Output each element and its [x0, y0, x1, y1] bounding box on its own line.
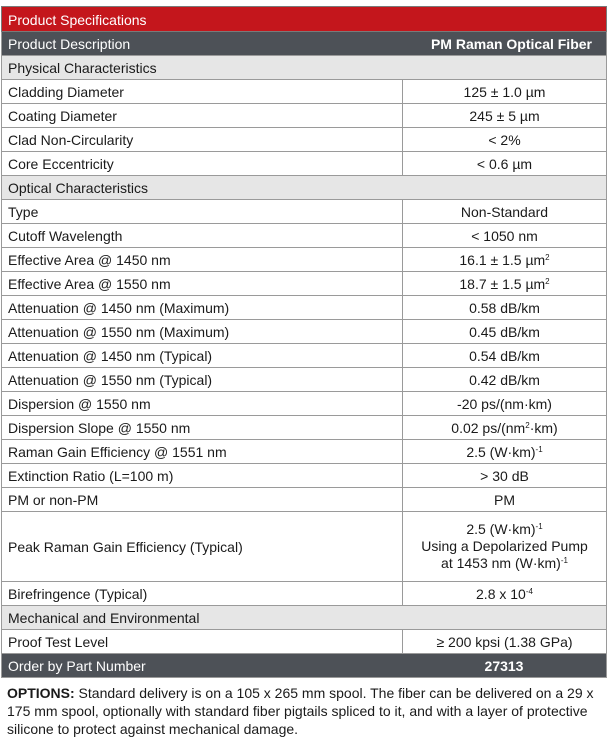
spec-label: Dispersion @ 1550 nm: [8, 395, 151, 412]
spec-label: Raman Gain Efficiency @ 1551 nm: [8, 443, 227, 460]
spec-row: [1, 80, 607, 104]
spec-row: [1, 152, 607, 176]
spec-value: Non-Standard: [402, 200, 606, 223]
value-text: Using a Depolarized Pump: [421, 538, 588, 554]
spec-value: [402, 248, 606, 271]
spec-label: Attenuation @ 1450 nm (Typical): [8, 347, 213, 364]
spec-value: < 0.6 µm: [402, 152, 606, 175]
spec-label: PM or non-PM: [8, 491, 99, 508]
spec-sheet: [1, 6, 607, 738]
optical-section: [1, 176, 607, 200]
spec-label: Clad Non-Circularity: [8, 131, 134, 148]
spec-value: -20 ps/(nm·km): [402, 392, 606, 415]
superscript: -4: [525, 586, 533, 596]
spec-label: Effective Area @ 1550 nm: [8, 275, 171, 292]
spec-value: 0.45 dB/km: [402, 320, 606, 343]
superscript: -1: [535, 444, 543, 454]
spec-label: Birefringence (Typical): [8, 585, 148, 602]
spec-value: < 2%: [402, 128, 606, 151]
order-row: [1, 654, 607, 678]
spec-label: Attenuation @ 1550 nm (Maximum): [8, 323, 230, 340]
value-text: 2.5 (W·km): [466, 443, 536, 460]
product-description-row: [1, 32, 607, 56]
value-text: 16.1 ± 1.5 µm: [459, 251, 546, 268]
spec-label: Attenuation @ 1450 nm (Maximum): [8, 299, 230, 316]
value-text: 18.7 ± 1.5 µm: [459, 275, 546, 292]
spec-row: [1, 392, 607, 416]
superscript: -1: [535, 522, 543, 531]
spec-label: Cutoff Wavelength: [8, 227, 123, 244]
spec-row: [1, 200, 607, 224]
mechanical-heading: Mechanical and Environmental: [8, 609, 200, 626]
product-description-label: Product Description: [8, 35, 131, 52]
options-note: [1, 678, 607, 738]
physical-section: [1, 56, 607, 80]
spec-label: Proof Test Level: [8, 633, 109, 650]
spec-label: Effective Area @ 1450 nm: [8, 251, 171, 268]
spec-row: [1, 440, 607, 464]
spec-title: Product Specifications: [1, 6, 607, 32]
spec-label: Peak Raman Gain Efficiency (Typical): [8, 538, 243, 555]
options-text: Standard delivery is on a 105 x 265 mm spool. The fiber can be delivered on a 29 x 175 mm spool, optionally with standard fiber pigtails spliced to it, and with a layer of protective silicone to protect against mechanical damage.: [7, 685, 594, 737]
superscript: -1: [560, 556, 568, 565]
spec-row: [1, 512, 607, 582]
spec-value: 0.54 dB/km: [402, 344, 606, 367]
spec-row: [1, 488, 607, 512]
options-label: OPTIONS:: [7, 685, 75, 701]
spec-value: [402, 582, 606, 605]
spec-value: ≥ 200 kpsi (1.38 GPa): [402, 630, 606, 653]
spec-label: Core Eccentricity: [8, 155, 114, 172]
spec-value: 245 ± 5 µm: [402, 104, 606, 127]
spec-row: [1, 296, 607, 320]
mechanical-section: [1, 606, 607, 630]
spec-row: [1, 582, 607, 606]
physical-heading: Physical Characteristics: [8, 59, 157, 76]
optical-heading: Optical Characteristics: [8, 179, 149, 196]
part-number: 27313: [484, 657, 524, 674]
spec-label: Coating Diameter: [8, 107, 117, 124]
spec-value: 125 ± 1.0 µm: [402, 80, 606, 103]
spec-row: [1, 344, 607, 368]
spec-label: Dispersion Slope @ 1550 nm: [8, 419, 191, 436]
spec-value: 0.58 dB/km: [402, 296, 606, 319]
spec-value: > 30 dB: [402, 464, 606, 487]
value-text: 2.8 x 10: [476, 585, 526, 602]
spec-label: Extinction Ratio (L=100 m): [8, 467, 174, 484]
superscript: 2: [525, 420, 530, 430]
spec-row: [1, 248, 607, 272]
product-description-value: PM Raman Optical Fiber: [430, 35, 592, 52]
order-label: Order by Part Number: [8, 657, 146, 674]
spec-value: [402, 512, 606, 581]
value-text: 2.5 (W·km): [466, 521, 536, 537]
spec-label: Cladding Diameter: [8, 83, 124, 100]
spec-value: [402, 416, 606, 439]
spec-row: [1, 416, 607, 440]
spec-row: [1, 224, 607, 248]
spec-row: [1, 630, 607, 654]
spec-value: [402, 272, 606, 295]
spec-row: [1, 464, 607, 488]
superscript: 2: [545, 276, 550, 286]
spec-row: [1, 272, 607, 296]
spec-row: [1, 368, 607, 392]
spec-value: PM: [402, 488, 606, 511]
spec-value: [402, 440, 606, 463]
spec-value: < 1050 nm: [402, 224, 606, 247]
spec-row: [1, 104, 607, 128]
spec-value: 0.42 dB/km: [402, 368, 606, 391]
spec-row: [1, 320, 607, 344]
value-text: at 1453 nm (W·km): [441, 555, 561, 571]
value-text: ·km): [529, 419, 558, 436]
spec-label: Attenuation @ 1550 nm (Typical): [8, 371, 213, 388]
superscript: 2: [545, 252, 550, 262]
spec-label: Type: [8, 203, 39, 220]
spec-row: [1, 128, 607, 152]
value-text: 0.02 ps/(nm: [451, 419, 526, 436]
